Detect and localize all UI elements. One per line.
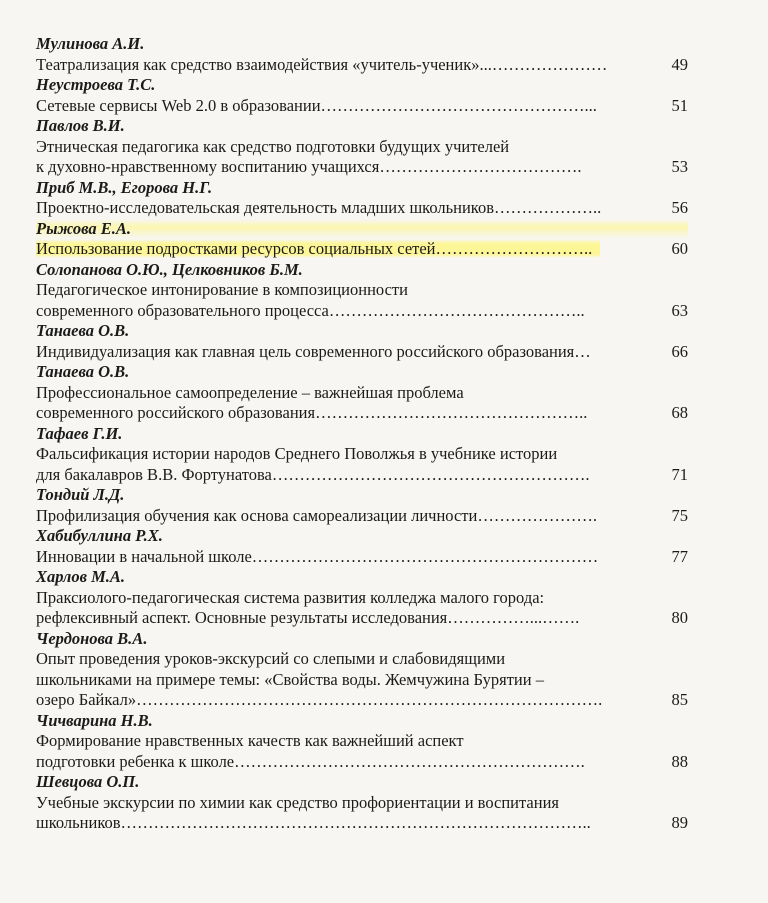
toc-entry	[36, 321, 688, 362]
toc-title-text: Театрализация как средство взаимодействия «учитель-ученик»...…………………	[36, 54, 608, 74]
toc-entry	[36, 526, 688, 567]
toc-author: Чичварина Н.В.	[36, 710, 153, 730]
toc-author: Рыжова Е.А.	[36, 219, 688, 240]
toc-title-line	[36, 506, 688, 527]
toc-title-text: к духовно-нравственному воспитанию учащихся……………………………….	[36, 157, 582, 176]
toc-entry	[36, 75, 688, 116]
toc-entry	[36, 178, 688, 219]
table-of-contents	[36, 34, 688, 834]
toc-title-line: школьниками на примере темы: «Свойства воды. Жемчужина Бурятии –	[36, 669, 544, 689]
toc-entry	[36, 260, 688, 322]
toc-page-number: 75	[671, 505, 688, 525]
toc-author: Павлов В.И.	[36, 116, 125, 135]
toc-title-line	[36, 96, 688, 117]
toc-entry	[36, 772, 688, 834]
toc-title-text: подготовки ребенка к школе……………………………………………………….	[36, 751, 585, 771]
toc-entry	[36, 34, 688, 75]
toc-author: Тафаев Г.И.	[36, 423, 123, 443]
toc-page-number: 51	[671, 95, 688, 115]
toc-page-number: 60	[671, 239, 688, 258]
toc-author: Солопанова О.Ю., Целковников Б.М.	[36, 259, 303, 279]
toc-author: Танаева О.В.	[36, 362, 130, 381]
toc-entry	[36, 219, 688, 260]
toc-entry	[36, 485, 688, 526]
toc-author: Приб М.В., Егорова Н.Г.	[36, 177, 213, 197]
toc-title-text: озеро Байкал»………………………………………………………………………….	[36, 690, 603, 709]
toc-author: Хабибуллина Р.Х.	[36, 526, 163, 545]
toc-page-number: 68	[671, 403, 688, 422]
toc-title-text: рефлексивный аспект. Основные результаты исследования……………...…….	[36, 608, 580, 627]
toc-title-line	[36, 342, 688, 363]
toc-title-line	[36, 465, 688, 486]
toc-title-text: Инновации в начальной школе………………………………………………………	[36, 546, 599, 566]
toc-title-text: Профилизация обучения как основа самореализации личности………………….	[36, 505, 597, 525]
toc-entry	[36, 629, 688, 711]
toc-title-text	[36, 239, 656, 260]
toc-page-number: 56	[671, 198, 688, 217]
toc-entry	[36, 424, 688, 486]
toc-title-line	[36, 403, 688, 424]
toc-page-number: 85	[671, 690, 688, 709]
toc-author: Неустроева Т.С.	[36, 75, 156, 94]
toc-title-line	[36, 547, 688, 568]
toc-entry	[36, 567, 688, 629]
toc-title-text: для бакалавров В.В. Фортунатова………………………………………………….	[36, 464, 590, 484]
toc-title-line	[36, 198, 688, 219]
toc-title-line: Формирование нравственных качеств как важнейший аспект	[36, 731, 464, 750]
toc-title-text: Сетевые сервисы Web 2.0 в образовании…………………………………………...	[36, 95, 597, 115]
toc-title-text: школьников…………………………………………………………………………..	[36, 813, 591, 832]
toc-entry	[36, 362, 688, 424]
toc-author: Харлов М.А.	[36, 567, 126, 586]
toc-title-line: Этническая педагогика как средство подготовки будущих учителей	[36, 136, 510, 156]
toc-page-number: 88	[671, 751, 688, 771]
toc-title-line	[36, 301, 688, 322]
toc-page-number: 53	[671, 157, 688, 176]
toc-page-number: 89	[671, 813, 688, 832]
toc-author: Шевцова О.П.	[36, 772, 140, 791]
marker-highlight: Использование подростками ресурсов социальных сетей………………………..	[36, 239, 600, 258]
toc-page-number: 66	[671, 341, 688, 361]
toc-title-text: Индивидуализация как главная цель современного российского образования…	[36, 341, 591, 361]
toc-title-line	[36, 752, 688, 773]
toc-title-text: Проектно-исследовательская деятельность младших школьников………………..	[36, 198, 602, 217]
toc-title-line	[36, 813, 688, 834]
toc-entry	[36, 711, 688, 773]
toc-page-number: 80	[671, 608, 688, 627]
toc-title-line: Праксиолого-педагогическая система развития колледжа малого города:	[36, 587, 545, 607]
toc-entry	[36, 116, 688, 178]
toc-author: Танаева О.В.	[36, 321, 130, 340]
toc-page-number: 77	[671, 546, 688, 566]
toc-title-text: современного российского образования…………………………………………..	[36, 403, 588, 422]
toc-author: Мулинова А.И.	[36, 34, 145, 53]
toc-page-number: 71	[671, 464, 688, 484]
toc-title-line	[36, 690, 688, 711]
toc-author: Чердонова В.А.	[36, 628, 148, 648]
toc-title-line: Учебные экскурсии по химии как средство профориентации и воспитания	[36, 792, 559, 812]
toc-title-line: Фальсификация истории народов Среднего Поволжья в учебнике истории	[36, 444, 558, 463]
toc-title-line	[36, 608, 688, 629]
toc-title-line: Опыт проведения уроков-экскурсий со слепыми и слабовидящими	[36, 649, 506, 668]
toc-page-number: 49	[671, 54, 688, 74]
toc-title-line: Педагогическое интонирование в композиционности	[36, 280, 408, 299]
toc-title-line	[36, 157, 688, 178]
toc-author: Тондий Л.Д.	[36, 485, 125, 504]
toc-title-text: современного образовательного процесса………………………………………..	[36, 300, 585, 320]
toc-title-line: Профессиональное самоопределение – важнейшая проблема	[36, 382, 464, 402]
toc-title-line	[36, 239, 688, 260]
toc-title-line	[36, 55, 688, 76]
toc-page-number: 63	[671, 300, 688, 320]
